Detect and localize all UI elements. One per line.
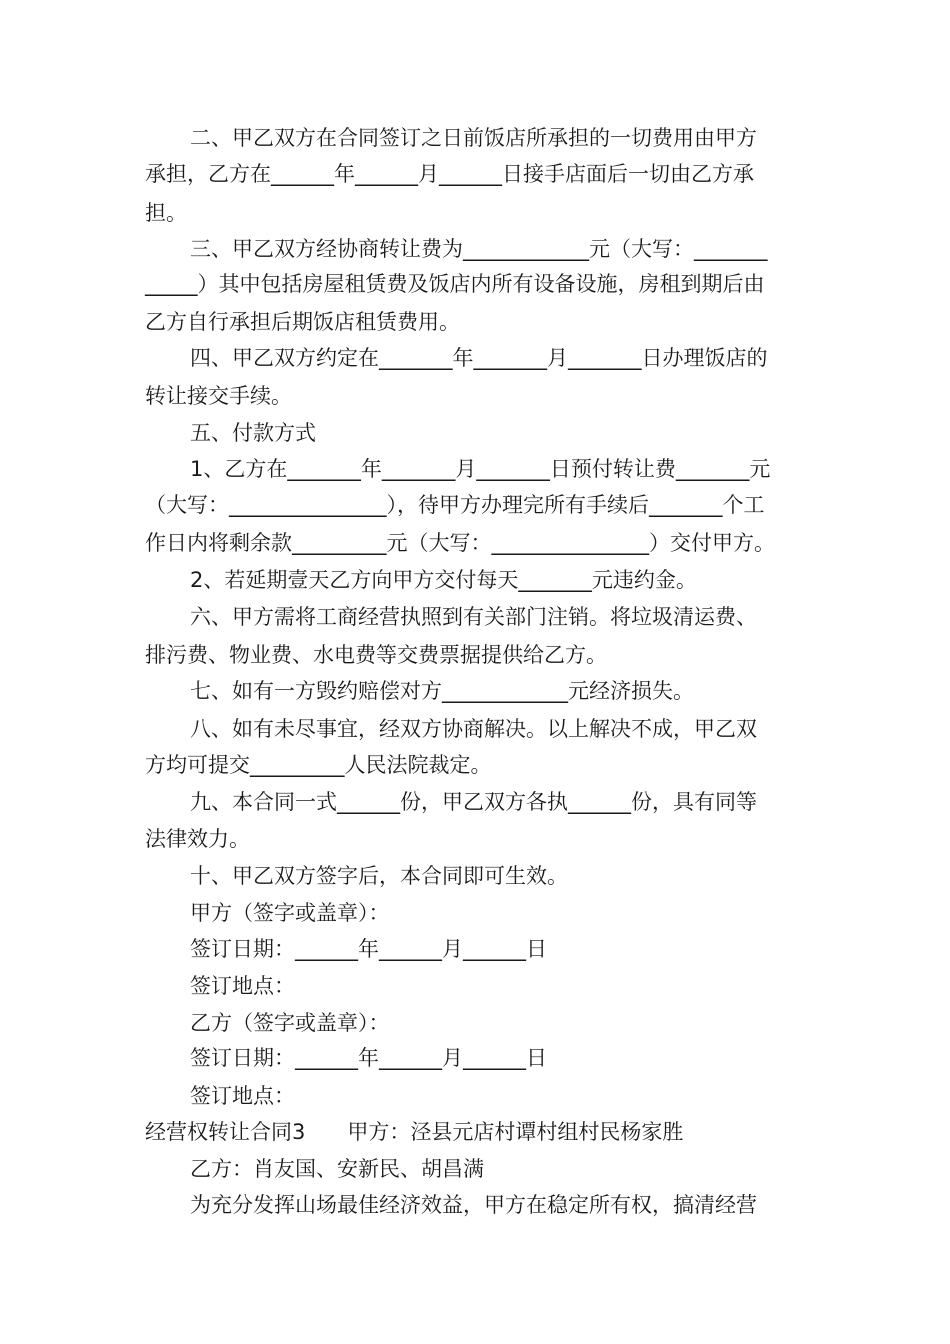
text-line: 2、若延期壹天乙方向甲方交付每天_______元违约金。 xyxy=(190,568,697,592)
text-line: 签订日期：______年______月______日 xyxy=(190,1046,547,1070)
text-line: 六、甲方需将工商经营执照到有关部门注销。将垃圾清运费、 xyxy=(190,605,757,629)
text-line: 排污费、物业费、水电费等交费票据提供给乙方。 xyxy=(145,643,607,667)
text-line: 转让接交手续。 xyxy=(145,384,292,408)
text-line: 五、付款方式 xyxy=(190,421,316,445)
text-line: 签订日期：______年______月______日 xyxy=(190,937,547,961)
text-line: 1、乙方在_______年_______月_______日预付转让费_______元 xyxy=(190,457,771,481)
section-heading: 经营权转让合同3 甲方：泾县元店村谭村组村民杨家胜 xyxy=(145,1120,684,1144)
text-line: 十、甲乙双方签字后，本合同即可生效。 xyxy=(190,864,568,888)
text-line: 乙方（签字或盖章）： xyxy=(190,1011,390,1035)
text-line: 签订地点： xyxy=(190,974,295,998)
text-line: 乙方自行承担后期饭店租赁费用。 xyxy=(145,310,460,334)
text-line: 二、甲乙双方在合同签订之日前饭店所承担的一切费用由甲方 xyxy=(190,126,757,150)
text-line: 作日内将剩余款_________元（大写：_______________）交付甲方。 xyxy=(145,531,775,555)
text-line: （大写：_______________），待甲方办理完所有手续后_______个工 xyxy=(145,493,765,517)
text-line: 八、如有未尽事宜，经双方协商解决。以上解决不成，甲乙双 xyxy=(190,717,757,741)
text-line: 签订地点： xyxy=(190,1084,295,1108)
text-line: 四、甲乙双方约定在_______年_______月_______日办理饭店的 xyxy=(190,346,768,370)
text-line: 甲方（签字或盖章）： xyxy=(190,901,390,925)
text-line: 九、本合同一式______份，甲乙双方各执______份，具有同等 xyxy=(190,790,757,814)
text-line: 七、如有一方毁约赔偿对方____________元经济损失。 xyxy=(190,679,694,703)
text-line: 担。 xyxy=(145,201,187,225)
text-line: 为充分发挥山场最佳经济效益，甲方在稳定所有权，搞清经营 xyxy=(190,1193,757,1217)
text-line: 方均可提交_________人民法院裁定。 xyxy=(145,753,492,777)
text-line: 法律效力。 xyxy=(145,827,250,851)
text-line: 三、甲乙双方经协商转让费为____________元（大写：_______ xyxy=(190,237,768,261)
text-line: _____）其中包括房屋租赁费及饭店内所有设备设施，房租到期后由 xyxy=(145,272,765,296)
text-line: 乙方：肖友国、安新民、胡昌满 xyxy=(190,1157,484,1181)
text-line: 承担，乙方在______年______月______日接手店面后一切由乙方承 xyxy=(145,162,754,186)
